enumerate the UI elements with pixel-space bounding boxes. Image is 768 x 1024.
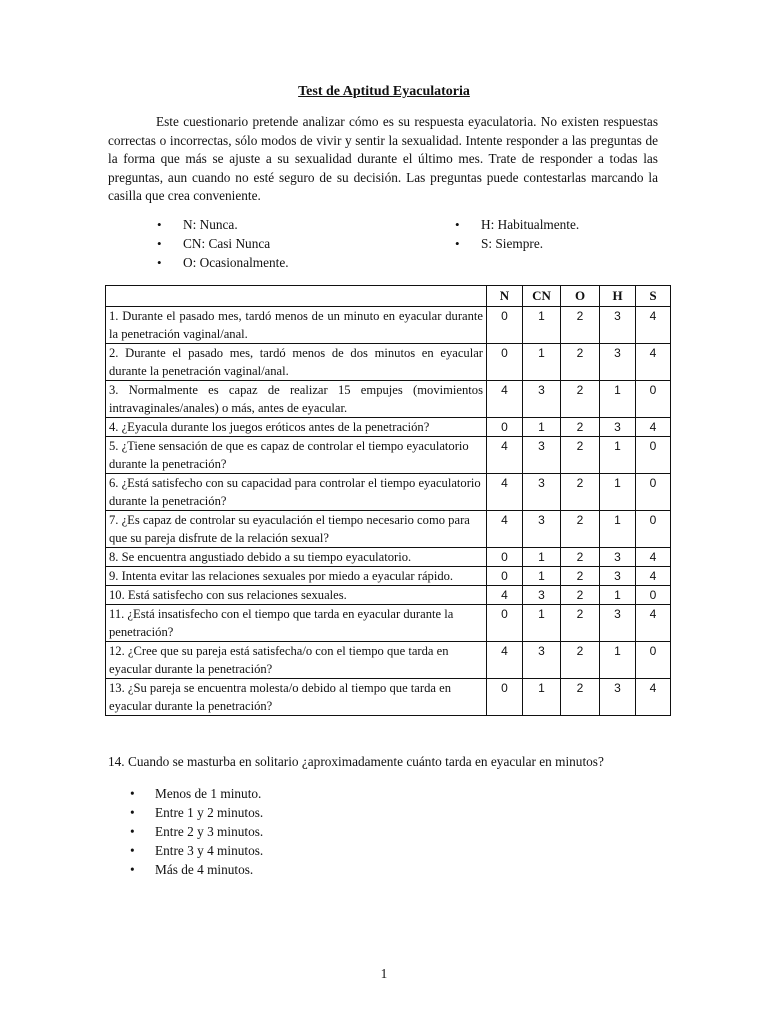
score-cell-o[interactable]: 2 [561,642,600,679]
score-cell-h[interactable]: 3 [600,679,636,716]
table-row [106,474,671,511]
score-cell-n[interactable]: 0 [487,605,523,642]
legend-item-o: • O: Ocasionalmente. [157,253,289,272]
score-cell-h[interactable]: 3 [600,307,636,344]
question-text: 10. Está satisfecho con sus relaciones sexuales. [106,586,487,605]
question-14: 14. Cuando se masturba en solitario ¿aproximadamente cuánto tarda en eyacular en minutos? [108,754,604,769]
score-cell-o[interactable]: 2 [561,437,600,474]
intro-paragraph: Este cuestionario pretende analizar cómo es su respuesta eyaculatoria. No existen respuestas correctas o incorrectas, sólo modos de vivir y sentir la sexualidad. Intente responder a las preguntas de la forma que más se ajuste a su sexualidad durante el último mes. Trate de responder a todas las preguntas, aun cuando no esté seguro de su decisión. Las preguntas puede contestarlas marcando la casilla que crea conveniente. [108,114,658,204]
table-row [106,511,671,548]
score-cell-s[interactable]: 0 [636,474,671,511]
score-cell-h[interactable]: 1 [600,474,636,511]
score-cell-s[interactable]: 4 [636,605,671,642]
score-cell-o[interactable]: 2 [561,679,600,716]
score-cell-h[interactable]: 3 [600,548,636,567]
score-cell-h[interactable]: 1 [600,511,636,548]
score-cell-cn[interactable]: 3 [523,642,561,679]
score-cell-n[interactable]: 0 [487,418,523,437]
score-cell-o[interactable]: 2 [561,381,600,418]
option-item: • Más de 4 minutos. [130,860,263,879]
question-text: 3. Normalmente es capaz de realizar 15 empujes (movimientos intravaginales/anales) o más, antes de eyacular. [106,381,487,418]
header-o: O [561,286,600,307]
header-h: H [600,286,636,307]
header-s: S [636,286,671,307]
legend-item-cn: • CN: Casi Nunca [157,234,289,253]
score-cell-o[interactable]: 2 [561,567,600,586]
score-cell-s[interactable]: 4 [636,344,671,381]
score-cell-s[interactable]: 4 [636,418,671,437]
question-text: 5. ¿Tiene sensación de que es capaz de controlar el tiempo eyaculatorio durante la penetración? [106,437,487,474]
score-cell-h[interactable]: 3 [600,605,636,642]
question-14-options [130,784,263,879]
score-cell-h[interactable]: 3 [600,418,636,437]
score-cell-n[interactable]: 0 [487,307,523,344]
score-cell-o[interactable]: 2 [561,418,600,437]
score-cell-cn[interactable]: 1 [523,679,561,716]
score-cell-cn[interactable]: 3 [523,586,561,605]
legend-list-right [455,215,579,253]
question-text: 9. Intenta evitar las relaciones sexuales por miedo a eyacular rápido. [106,567,487,586]
table-body [106,307,671,716]
table-header-row [106,286,671,307]
table-row [106,679,671,716]
legend-item-h: • H: Habitualmente. [455,215,579,234]
table-row [106,548,671,567]
table-row [106,307,671,344]
question-text: 11. ¿Está insatisfecho con el tiempo que tarda en eyacular durante la penetración? [106,605,487,642]
score-cell-cn[interactable]: 1 [523,567,561,586]
score-cell-cn[interactable]: 1 [523,605,561,642]
score-cell-o[interactable]: 2 [561,605,600,642]
questionnaire-table [105,285,671,716]
question-text: 4. ¿Eyacula durante los juegos eróticos antes de la penetración? [106,418,487,437]
score-cell-n[interactable]: 4 [487,586,523,605]
score-cell-n[interactable]: 0 [487,548,523,567]
score-cell-h[interactable]: 1 [600,642,636,679]
question-text: 12. ¿Cree que su pareja está satisfecha/o con el tiempo que tarda en eyacular durante la penetración? [106,642,487,679]
score-cell-n[interactable]: 4 [487,437,523,474]
score-cell-h[interactable]: 1 [600,381,636,418]
option-item: • Menos de 1 minuto. [130,784,263,803]
header-n: N [487,286,523,307]
score-cell-cn[interactable]: 3 [523,511,561,548]
table-row [106,418,671,437]
score-cell-n[interactable]: 0 [487,567,523,586]
score-cell-s[interactable]: 4 [636,307,671,344]
question-text: 6. ¿Está satisfecho con su capacidad para controlar el tiempo eyaculatorio durante la penetración? [106,474,487,511]
legend-item-n: • N: Nunca. [157,215,289,234]
question-text: 1. Durante el pasado mes, tardó menos de un minuto en eyacular durante la penetración vaginal/anal. [106,307,487,344]
score-cell-cn[interactable]: 3 [523,381,561,418]
option-item: • Entre 3 y 4 minutos. [130,841,263,860]
question-text: 13. ¿Su pareja se encuentra molesta/o debido al tiempo que tarda en eyacular durante la penetración? [106,679,487,716]
table-row [106,605,671,642]
score-cell-n[interactable]: 4 [487,381,523,418]
score-cell-n[interactable]: 0 [487,679,523,716]
score-cell-s[interactable]: 4 [636,567,671,586]
score-cell-s[interactable]: 4 [636,548,671,567]
score-cell-s[interactable]: 0 [636,511,671,548]
question-text: 7. ¿Es capaz de controlar su eyaculación el tiempo necesario como para que su pareja disfrute de la relación sexual? [106,511,487,548]
score-cell-h[interactable]: 1 [600,586,636,605]
score-cell-h[interactable]: 3 [600,344,636,381]
score-cell-s[interactable]: 0 [636,586,671,605]
table-row [106,381,671,418]
score-cell-s[interactable]: 4 [636,679,671,716]
score-cell-cn[interactable]: 1 [523,307,561,344]
table-row [106,567,671,586]
legend-item-s: • S: Siempre. [455,234,579,253]
table-row [106,642,671,679]
page-number: 1 [380,966,388,981]
option-item: • Entre 1 y 2 minutos. [130,803,263,822]
score-cell-cn[interactable]: 1 [523,548,561,567]
score-cell-cn[interactable]: 1 [523,418,561,437]
score-cell-o[interactable]: 2 [561,474,600,511]
score-cell-n[interactable]: 4 [487,474,523,511]
table-row [106,437,671,474]
score-cell-cn[interactable]: 3 [523,474,561,511]
score-cell-o[interactable]: 2 [561,586,600,605]
header-cn: CN [523,286,561,307]
score-cell-cn[interactable]: 1 [523,344,561,381]
score-cell-o[interactable]: 2 [561,344,600,381]
question-text: 2. Durante el pasado mes, tardó menos de dos minutos en eyacular durante la penetración vaginal/anal. [106,344,487,381]
score-cell-n[interactable]: 4 [487,642,523,679]
legend-list-left [157,215,289,272]
score-cell-cn[interactable]: 3 [523,437,561,474]
question-text: 8. Se encuentra angustiado debido a su tiempo eyaculatorio. [106,548,487,567]
score-cell-h[interactable]: 1 [600,437,636,474]
score-cell-o[interactable]: 2 [561,511,600,548]
score-cell-s[interactable]: 0 [636,437,671,474]
score-cell-s[interactable]: 0 [636,642,671,679]
option-item: • Entre 2 y 3 minutos. [130,822,263,841]
document-title: Test de Aptitud Eyaculatoria [298,84,470,99]
header-question [106,286,487,307]
score-cell-o[interactable]: 2 [561,307,600,344]
score-cell-o[interactable]: 2 [561,548,600,567]
table-row [106,586,671,605]
score-cell-h[interactable]: 3 [600,567,636,586]
score-cell-s[interactable]: 0 [636,381,671,418]
table-row [106,344,671,381]
score-cell-n[interactable]: 4 [487,511,523,548]
score-cell-n[interactable]: 0 [487,344,523,381]
